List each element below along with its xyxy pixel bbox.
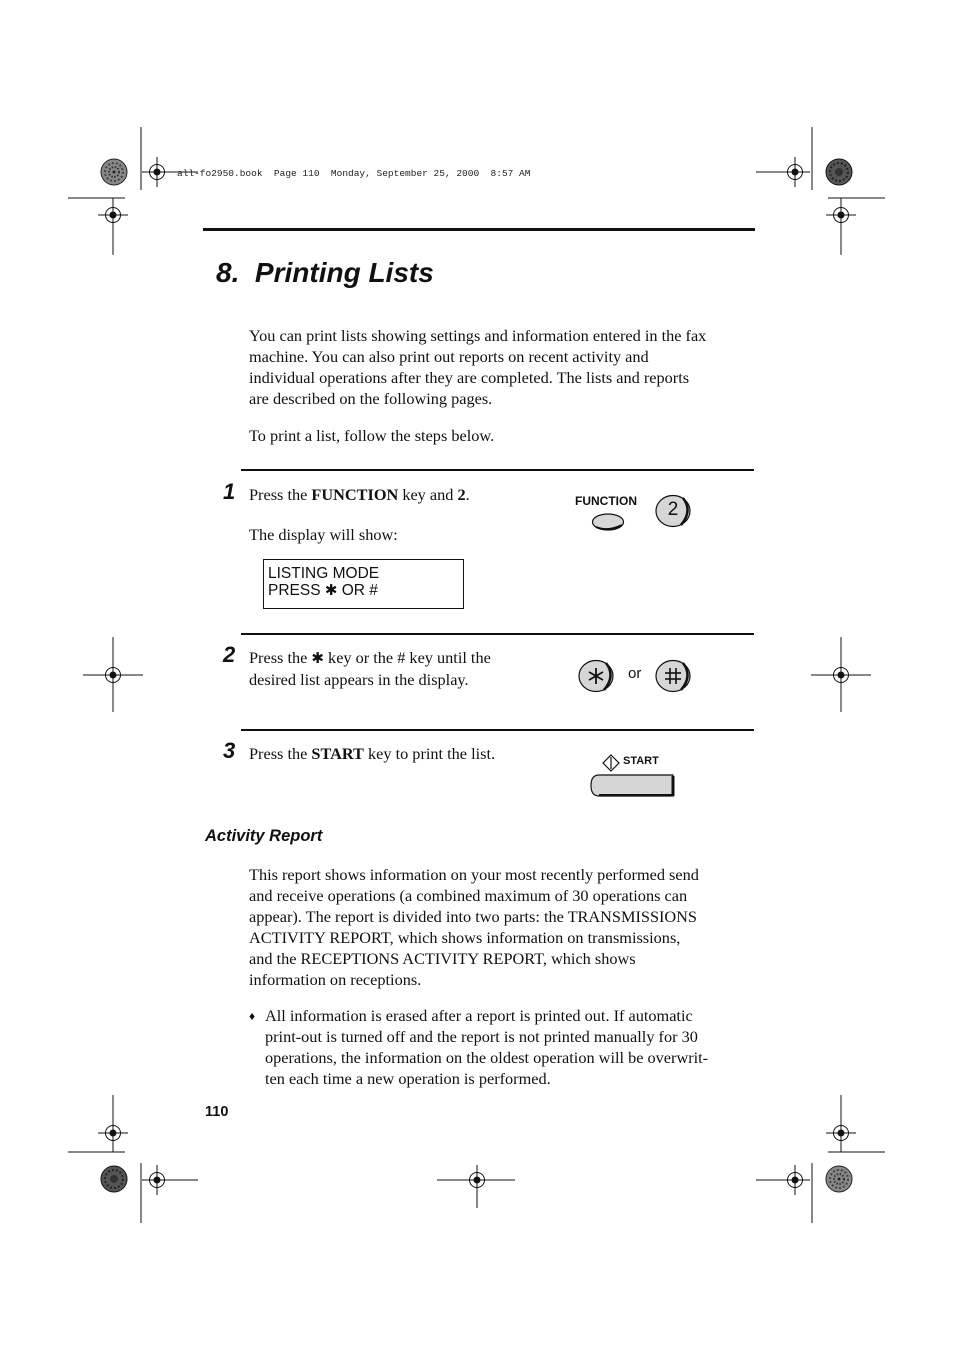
step2-rule [241, 633, 754, 635]
display-label: The display will show: [249, 525, 398, 544]
lcd-display [263, 559, 464, 609]
lcd-line-2 [268, 582, 459, 599]
activity-line: This report shows information on your most recently performed send [249, 865, 699, 884]
hash-key-icon[interactable] [655, 659, 695, 693]
print-slug: all-fo2950.book Page 110 Monday, September 25, 2000 8:57 AM [177, 168, 531, 179]
activity-line: appear). The report is divided into two parts: the TRANSMISSIONS [249, 907, 697, 926]
intro-line: machine. You can also print out reports on recent activity and [249, 347, 649, 366]
step1-text: Press the [249, 485, 312, 504]
step3-text: key to print the list. [363, 744, 496, 763]
activity-line: information on receptions. [249, 970, 422, 989]
step2-line-1 [249, 647, 549, 669]
bullet-line: ten each time a new operation is performed. [265, 1069, 551, 1088]
page-title: 8. Printing Lists [216, 257, 434, 288]
step2-instruction [249, 647, 549, 690]
activity-line: ACTIVITY REPORT, which shows information on transmissions, [249, 928, 681, 947]
key-two-label: 2 [667, 499, 679, 520]
bullet-line: print-out is turned off and the report is not printed manually for 30 [265, 1027, 698, 1046]
step3-text: Press the [249, 744, 312, 763]
step3-rule [241, 729, 754, 731]
function-key-label: FUNCTION [575, 494, 637, 508]
intro-line: are described on the following pages. [249, 389, 493, 408]
intro-line: You can print lists showing settings and information entered in the fax [249, 326, 707, 345]
step2-text: Press the [249, 648, 312, 667]
activity-line: and the RECEPTIONS ACTIVITY REPORT, which shows [249, 949, 636, 968]
activity-paragraph [249, 864, 759, 990]
intro-line: individual operations after they are completed. The lists and reports [249, 368, 690, 387]
intro-paragraph [249, 325, 759, 409]
star-key-icon[interactable] [578, 659, 618, 693]
start-key-icon[interactable] [589, 772, 679, 800]
function-key-icon[interactable] [590, 510, 630, 534]
lcd-line-1: LISTING MODE [268, 565, 380, 582]
page-number: 110 [205, 1104, 229, 1120]
bullet-paragraph [265, 1005, 755, 1089]
or-label: or [628, 665, 642, 682]
step1-key-name: FUNCTION [311, 485, 399, 504]
intro-instruction: To print a list, follow the steps below. [249, 426, 495, 445]
section-heading: Activity Report [205, 827, 323, 845]
bullet-line: All information is erased after a report is printed out. If automatic [265, 1006, 693, 1025]
bullet-line: operations, the information on the oldest operation will be overwrit- [265, 1048, 709, 1067]
step3-instruction [249, 743, 495, 764]
lcd-text: PRESS [268, 582, 325, 599]
activity-line: and receive operations (a combined maximum of 30 operations can [249, 886, 688, 905]
star-icon: ✱ [311, 649, 324, 667]
step1-key-number: 2 [457, 485, 466, 504]
step1-text: key and [398, 485, 458, 504]
star-icon: ✱ [324, 581, 338, 599]
step1-number: 1 [223, 479, 236, 504]
step3-number: 3 [223, 738, 236, 763]
step1-text: . [465, 485, 470, 504]
start-key-label: START [623, 755, 659, 767]
step2-text: key or the # key until the [323, 648, 491, 667]
start-diamond-icon [602, 754, 620, 772]
header-rule [203, 228, 755, 231]
bullet-icon: ♦ [249, 1009, 256, 1023]
step1-instruction [249, 484, 470, 505]
step2-number: 2 [223, 642, 236, 667]
step1-rule [241, 469, 754, 471]
lcd-text: OR # [337, 582, 378, 599]
number-two-key[interactable] [655, 494, 693, 528]
step2-line-2: desired list appears in the display. [249, 670, 469, 689]
step3-key-name: START [311, 744, 364, 763]
